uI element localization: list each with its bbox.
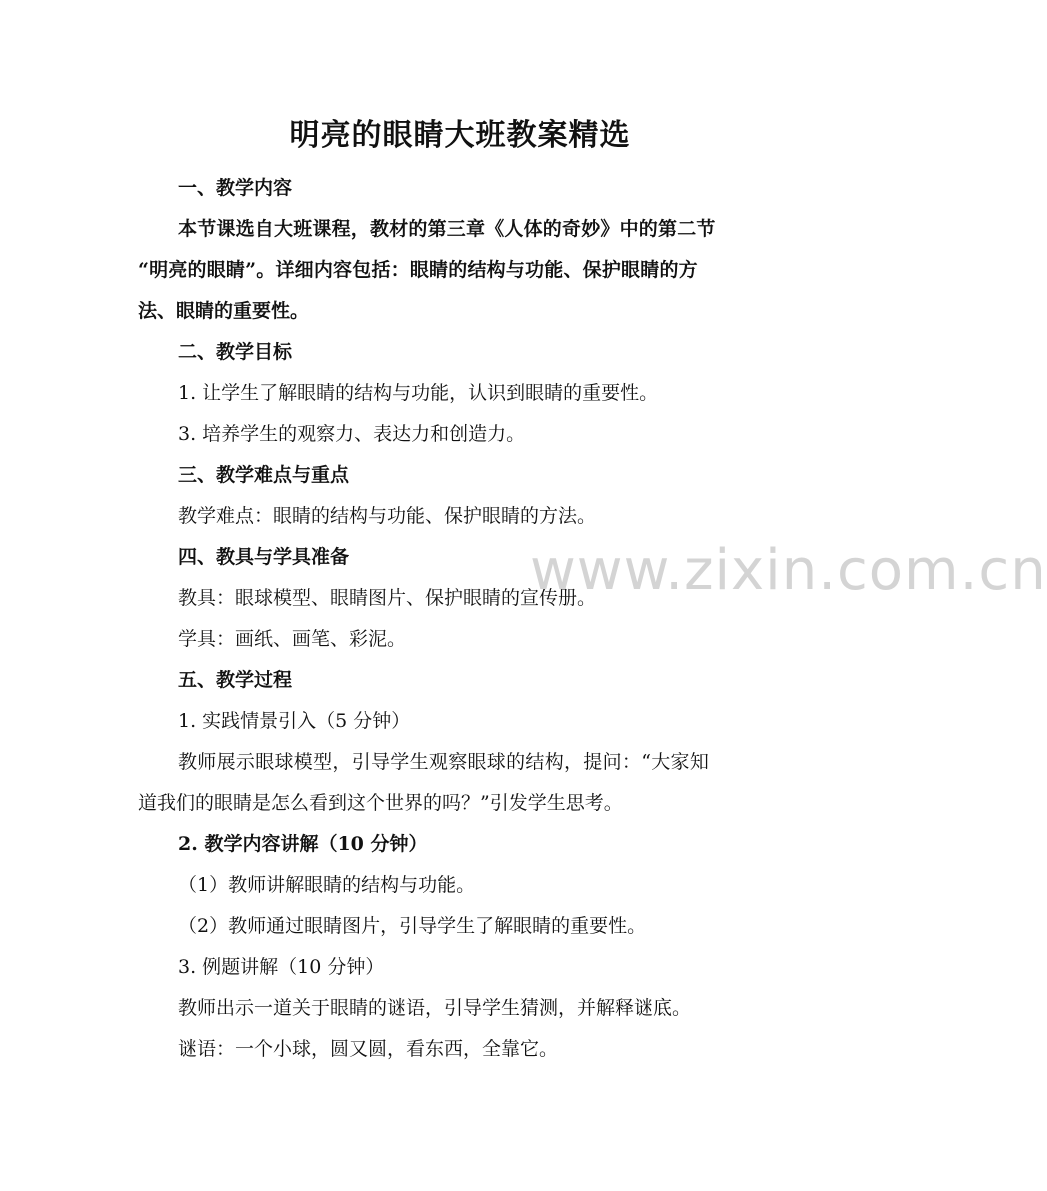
watermark: www.zixin.com.cn: [530, 538, 1047, 603]
section-heading-content: 一、教学内容: [178, 177, 293, 199]
section-heading-materials: 四、教具与学具准备: [178, 546, 350, 568]
list-item: （2）教师通过眼睛图片，引导学生了解眼睛的重要性。: [178, 915, 647, 937]
paragraph-line: 教具：眼球模型、眼睛图片、保护眼睛的宣传册。: [178, 587, 597, 609]
paragraph-line: 谜语：一个小球，圆又圆，看东西，全靠它。: [178, 1038, 559, 1060]
list-item: 1. 让学生了解眼睛的结构与功能，认识到眼睛的重要性。: [178, 382, 659, 404]
paragraph-line: 本节课选自大班课程，教材的第三章《人体的奇妙》中的第二节: [178, 218, 716, 240]
list-item: 3. 培养学生的观察力、表达力和创造力。: [178, 423, 526, 445]
section-heading-process: 五、教学过程: [178, 669, 293, 691]
document-title: 明亮的眼睛大班教案精选: [289, 118, 631, 153]
paragraph-line: 学具：画纸、画笔、彩泥。: [178, 628, 407, 650]
list-item: 3. 例题讲解（10 分钟）: [178, 956, 385, 978]
section-heading-objectives: 二、教学目标: [178, 341, 293, 363]
paragraph-line: 道我们的眼睛是怎么看到这个世界的吗？”引发学生思考。: [138, 792, 623, 814]
list-item: 2. 教学内容讲解（10 分钟）: [178, 833, 428, 855]
paragraph-line: 教学难点：眼睛的结构与功能、保护眼睛的方法。: [178, 505, 597, 527]
paragraph-line: 教师出示一道关于眼睛的谜语，引导学生猜测，并解释谜底。: [178, 997, 692, 1019]
paragraph-line: “明亮的眼睛”。详细内容包括：眼睛的结构与功能、保护眼睛的方: [138, 259, 698, 281]
paragraph-line: 法、眼睛的重要性。: [138, 300, 310, 322]
list-item: 1. 实践情景引入（5 分钟）: [178, 710, 411, 732]
list-item: （1）教师讲解眼睛的结构与功能。: [178, 874, 476, 896]
section-heading-difficulties: 三、教学难点与重点: [178, 464, 350, 486]
paragraph-line: 教师展示眼球模型，引导学生观察眼球的结构，提问：“大家知: [178, 751, 710, 773]
